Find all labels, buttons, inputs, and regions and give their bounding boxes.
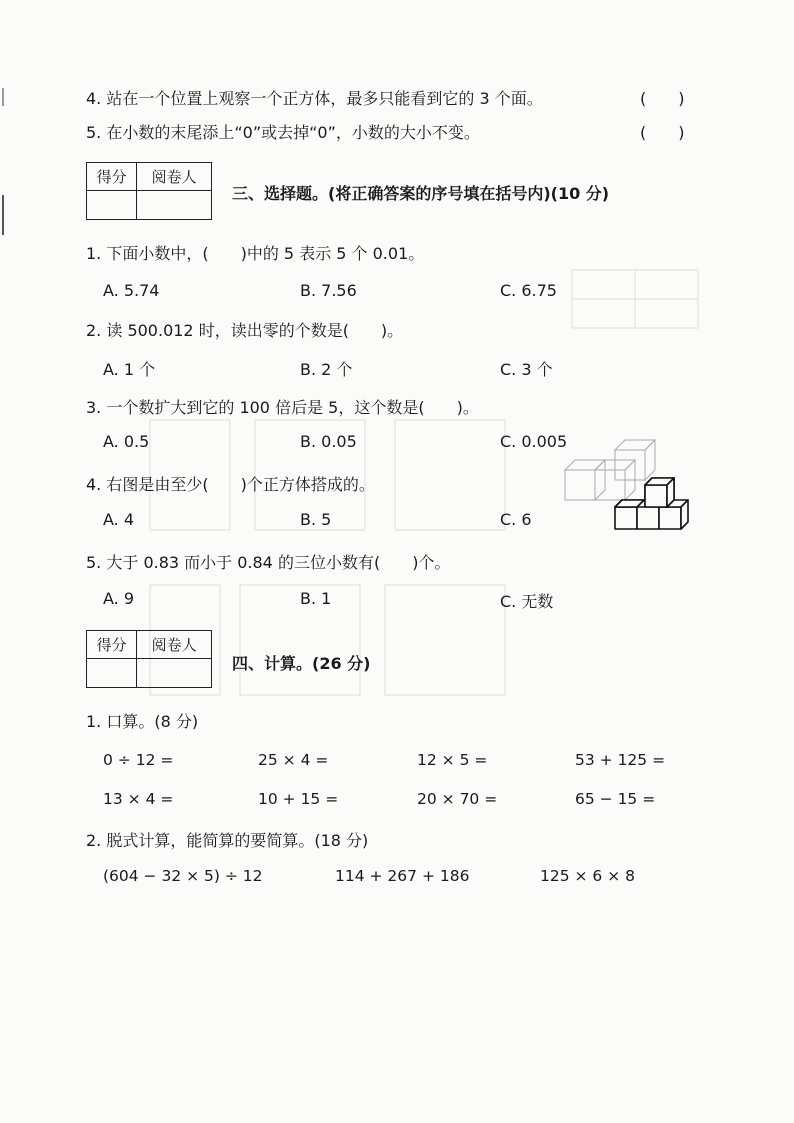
step-calc-item: 125 × 6 × 8 <box>540 867 635 885</box>
choice-q2-option-c[interactable]: C. 3 个 <box>500 360 553 379</box>
oral-calc-title: 1. 口算。(8 分) <box>86 712 199 731</box>
reviewer-cell[interactable] <box>137 191 212 220</box>
judge-q4: 4. 站在一个位置上观察一个正方体，最多只能看到它的 3 个面。 <box>86 89 543 108</box>
score-cell[interactable] <box>87 191 137 220</box>
score-label: 得分 <box>87 163 137 191</box>
choice-q3-option-c[interactable]: C. 0.005 <box>500 432 568 451</box>
reviewer-label: 阅卷人 <box>137 163 212 191</box>
choice-q5-option-c[interactable]: C. 无数 <box>500 592 554 611</box>
cube-stack-figure <box>560 435 705 530</box>
choice-q2-option-b[interactable]: B. 2 个 <box>300 360 353 379</box>
choice-q1-option-a[interactable]: A. 5.74 <box>103 281 160 300</box>
step-calc-title: 2. 脱式计算，能简算的要简算。(18 分) <box>86 831 369 850</box>
score-label: 得分 <box>87 631 137 659</box>
score-cell[interactable] <box>87 659 137 688</box>
judge-q5-answer-bracket[interactable]: ( ) <box>640 123 685 142</box>
choice-q5-stem: 5. 大于 0.83 而小于 0.84 的三位小数有( )个。 <box>86 553 451 572</box>
choice-q2-option-a[interactable]: A. 1 个 <box>103 360 156 379</box>
choice-q3-option-b[interactable]: B. 0.05 <box>300 432 357 451</box>
reviewer-cell[interactable] <box>137 659 212 688</box>
section4-title: 四、计算。(26 分) <box>232 654 371 673</box>
judge-q4-answer-bracket[interactable]: ( ) <box>640 89 685 108</box>
section3-title: 三、选择题。(将正确答案的序号填在括号内)(10 分) <box>232 184 610 203</box>
step-calc-item: 114 + 267 + 186 <box>335 867 470 885</box>
score-box-section4 <box>86 630 212 688</box>
choice-q4-stem: 4. 右图是由至少( )个正方体搭成的。 <box>86 475 375 494</box>
oral-item: 20 × 70 = <box>417 790 498 808</box>
reviewer-label: 阅卷人 <box>137 631 212 659</box>
score-box-section3 <box>86 162 212 220</box>
choice-q4-option-c[interactable]: C. 6 <box>500 510 532 529</box>
oral-item: 53 + 125 = <box>575 751 666 769</box>
oral-item: 13 × 4 = <box>103 790 174 808</box>
choice-q3-option-a[interactable]: A. 0.5 <box>103 432 150 451</box>
scan-edge-mark <box>2 88 4 106</box>
step-calc-item: (604 − 32 × 5) ÷ 12 <box>103 867 263 885</box>
choice-q4-option-b[interactable]: B. 5 <box>300 510 332 529</box>
oral-item: 12 × 5 = <box>417 751 488 769</box>
scan-edge-mark <box>2 195 4 235</box>
oral-item: 10 + 15 = <box>258 790 339 808</box>
choice-q2-stem: 2. 读 500.012 时，读出零的个数是( )。 <box>86 321 404 340</box>
choice-q5-option-a[interactable]: A. 9 <box>103 589 135 608</box>
choice-q3-stem: 3. 一个数扩大到它的 100 倍后是 5，这个数是( )。 <box>86 398 479 417</box>
oral-item: 0 ÷ 12 = <box>103 751 174 769</box>
choice-q4-option-a[interactable]: A. 4 <box>103 510 135 529</box>
choice-q5-option-b[interactable]: B. 1 <box>300 589 332 608</box>
choice-q1-stem: 1. 下面小数中，( )中的 5 表示 5 个 0.01。 <box>86 244 425 263</box>
judge-q5: 5. 在小数的末尾添上“0”或去掉“0”，小数的大小不变。 <box>86 123 480 142</box>
oral-item: 65 − 15 = <box>575 790 656 808</box>
choice-q1-option-c[interactable]: C. 6.75 <box>500 281 557 300</box>
choice-q1-option-b[interactable]: B. 7.56 <box>300 281 357 300</box>
oral-item: 25 × 4 = <box>258 751 329 769</box>
